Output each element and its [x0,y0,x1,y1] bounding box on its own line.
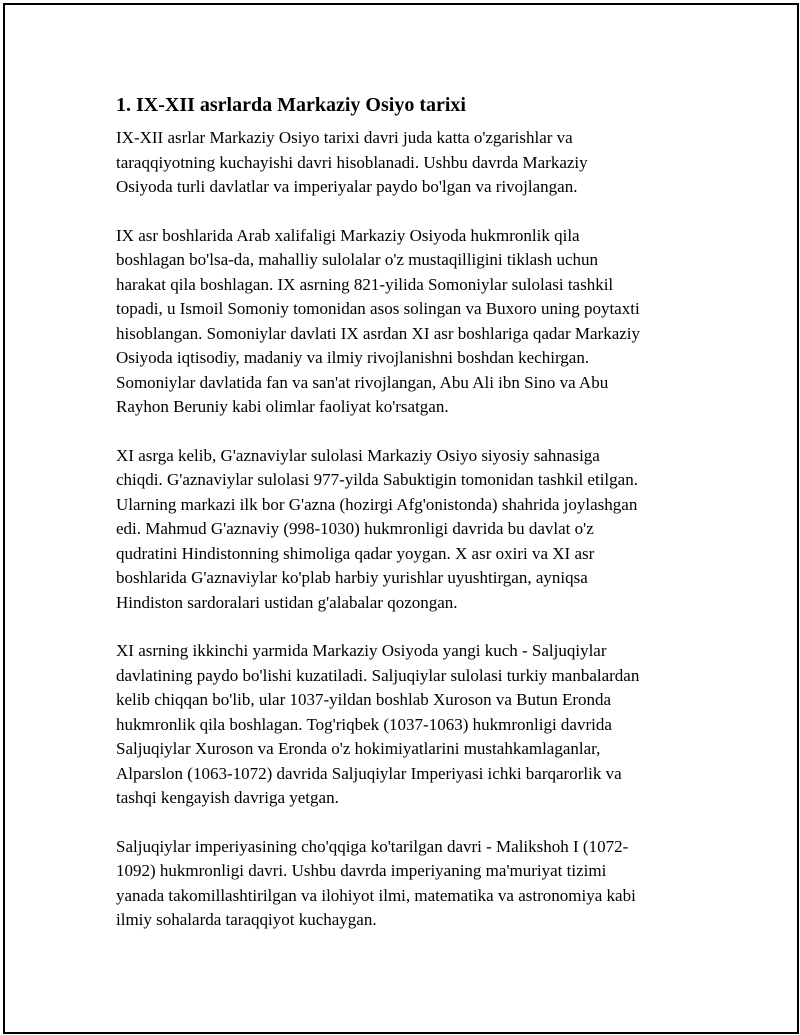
paragraph-line: hukmronlik qila boshlagan. Tog'riqbek (1037-1063) hukmronligi davrida [116,714,612,734]
paragraph-5 [116,835,691,933]
paragraph-line: Ularning markazi ilk bor G'azna (hozirgi Afg'onistonda) shahrida joylashgan [116,494,638,514]
document-title: 1. IX-XII asrlarda Markaziy Osiyo tarixi [116,94,466,116]
paragraph-line: Alparslon (1063-1072) davrida Saljuqiylar Imperiyasi ichki barqarorlik va [116,763,622,783]
paragraph-line: qudratini Hindistonning shimoliga qadar yoygan. X asr oxiri va XI asr [116,543,595,563]
paragraph-1 [116,126,691,200]
paragraph-line: topadi, u Ismoil Somoniy tomonidan asos solingan va Buxoro uning poytaxti [116,299,640,318]
paragraph-line: boshlagan bo'lsa-da, mahalliy sulolalar o'z mustaqilligini tiklash uchun [116,250,599,269]
paragraph-line: Saljuqiylar Xuroson va Eronda o'z hokimiyatlarini mustahkamlaganlar, [116,739,601,758]
paragraph-line: XI asrga kelib, G'aznaviylar sulolasi Markaziy Osiyo siyosiy sahnasiga [116,445,600,465]
paragraph-line: yanada takomillashtirilgan va ilohiyot ilmi, matematika va astronomiya kabi [116,885,636,905]
paragraph-line: harakat qila boshlagan. IX asrning 821-yilida Somoniylar sulolasi tashkil [116,274,614,294]
paragraph-line: davlatining paydo bo'lishi kuzatiladi. Saljuqiylar sulolasi turkiy manbalardan [116,665,640,685]
paragraph-line: chiqdi. G'aznaviylar sulolasi 977-yilda Sabuktigin tomonidan tashkil etilgan. [116,470,638,489]
paragraph-line: IX-XII asrlar Markaziy Osiyo tarixi davri juda katta o'zgarishlar va [116,128,573,147]
paragraph-line: ilmiy sohalarda taraqqiyot kuchaygan. [116,910,377,929]
paragraph-line: boshlarida G'aznaviylar ko'plab harbiy yurishlar uyushtirgan, ayniqsa [116,568,588,587]
paragraph-3 [116,444,691,616]
paragraph-line: taraqqiyotning kuchayishi davri hisoblanadi. Ushbu davrda Markaziy [116,152,588,172]
document-body [116,92,691,957]
paragraph-line: kelib chiqqan bo'lib, ular 1037-yildan boshlab Xuroson va Butun Eronda [116,690,612,709]
paragraph-line: XI asrning ikkinchi yarmida Markaziy Osiyoda yangi kuch - Saljuqiylar [116,641,607,660]
paragraph-line: 1092) hukmronligi davri. Ushbu davrda imperiyaning ma'muriyat tizimi [116,861,607,880]
paragraph-line: Osiyoda iqtisodiy, madaniy va ilmiy rivojlanishni boshdan kechirgan. [116,348,590,367]
paragraph-4 [116,639,691,811]
paragraph-line: Saljuqiylar imperiyasining cho'qqiga ko'tarilgan davri - Malikshoh I (1072- [116,836,629,856]
paragraph-line: tashqi kengayish davriga yetgan. [116,788,339,807]
paragraph-line: IX asr boshlarida Arab xalifaligi Markaziy Osiyoda hukmronlik qila [116,225,580,245]
paragraph-line: Somoniylar davlatida fan va san'at rivojlangan, Abu Ali ibn Sino va Abu [116,372,609,392]
paragraph-line: Hindiston sardoralari ustidan g'alabalar qozongan. [116,592,458,612]
paragraph-line: hisoblangan. Somoniylar davlati IX asrdan XI asr boshlariga qadar Markaziy [116,323,641,343]
paragraph-line: Rayhon Beruniy kabi olimlar faoliyat ko'rsatgan. [116,397,449,416]
paragraph-line: edi. Mahmud G'aznaviy (998-1030) hukmronligi davrida bu davlat o'z [116,519,594,538]
paragraph-2 [116,224,691,420]
paragraph-line: Osiyoda turli davlatlar va imperiyalar paydo bo'lgan va rivojlangan. [116,177,578,196]
paragraph-container [116,126,691,933]
